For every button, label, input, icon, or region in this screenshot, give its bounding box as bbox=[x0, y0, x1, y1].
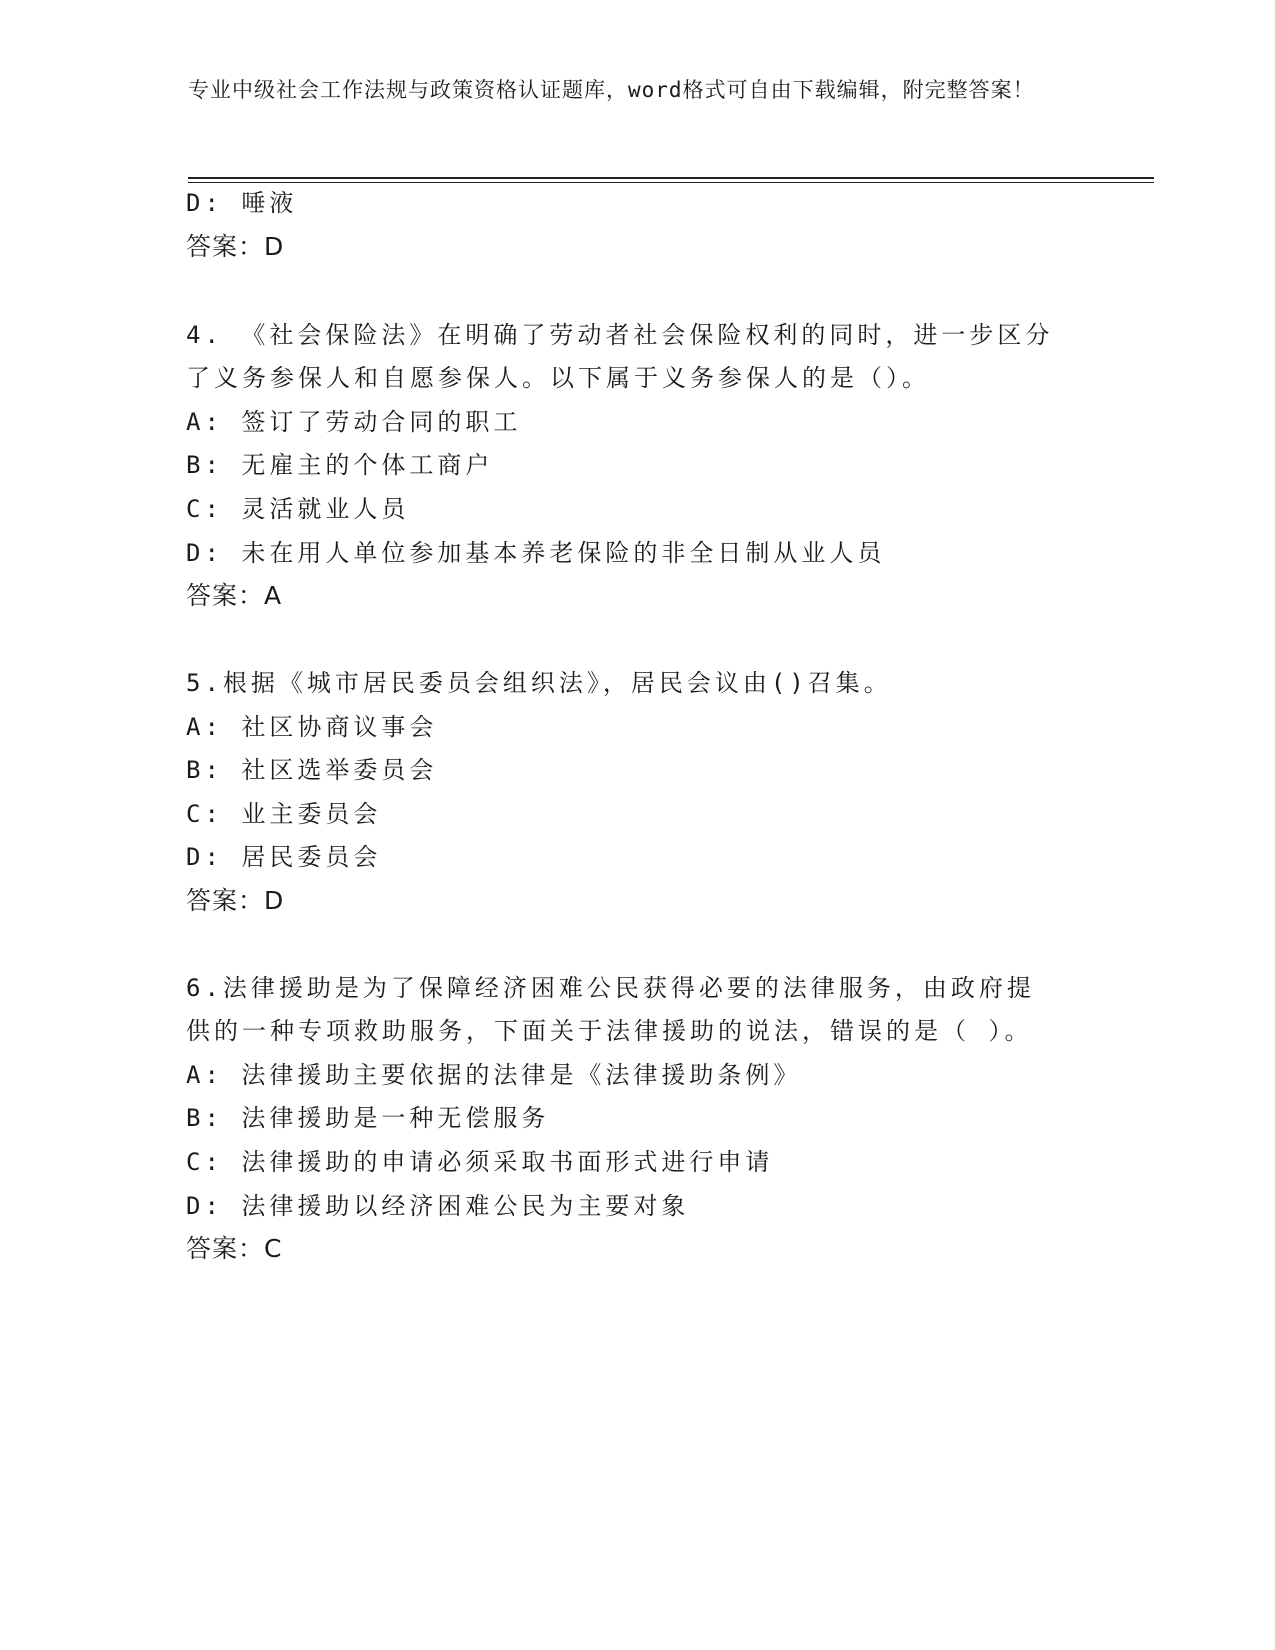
q6-option-c: C: 法律援助的申请必须采取书面形式进行申请 bbox=[186, 1148, 774, 1176]
q4-option-b: B: 无雇主的个体工商户 bbox=[186, 451, 494, 479]
q6-answer: 答案：C bbox=[186, 1234, 283, 1263]
prev-option-d: D: 唾液 bbox=[186, 189, 298, 217]
header-divider-thick bbox=[188, 177, 1154, 179]
q4-stem-line1: 4. 《社会保险法》在明确了劳动者社会保险权利的同时，进一步区分 bbox=[186, 321, 1054, 349]
q5-answer: 答案：D bbox=[186, 886, 285, 915]
q5-option-b: B: 社区选举委员会 bbox=[186, 756, 438, 784]
q6-stem-line1: 6.法律援助是为了保障经济困难公民获得必要的法律服务，由政府提 bbox=[186, 974, 1035, 1002]
q5-option-a: A: 社区协商议事会 bbox=[186, 713, 438, 741]
q5-option-c: C: 业主委员会 bbox=[186, 800, 382, 828]
q6-option-d: D: 法律援助以经济困难公民为主要对象 bbox=[186, 1192, 690, 1220]
prev-answer: 答案：D bbox=[186, 232, 285, 261]
q5-option-d: D: 居民委员会 bbox=[186, 843, 382, 871]
q4-option-d: D: 未在用人单位参加基本养老保险的非全日制从业人员 bbox=[186, 539, 886, 567]
q4-answer: 答案：A bbox=[186, 581, 283, 610]
document-header: 专业中级社会工作法规与政策资格认证题库，word格式可自由下载编辑，附完整答案！ bbox=[188, 78, 1035, 102]
q6-stem-line2: 供的一种专项救助服务，下面关于法律援助的说法，错误的是（ ）。 bbox=[186, 1017, 1033, 1045]
q5-stem-line1: 5.根据《城市居民委员会组织法》，居民会议由()召集。 bbox=[186, 669, 892, 697]
q4-stem-line2: 了义务参保人和自愿参保人。以下属于义务参保人的是（）。 bbox=[186, 364, 930, 392]
q6-option-a: A: 法律援助主要依据的法律是《法律援助条例》 bbox=[186, 1061, 802, 1089]
q4-option-a: A: 签订了劳动合同的职工 bbox=[186, 408, 522, 436]
q4-option-c: C: 灵活就业人员 bbox=[186, 495, 410, 523]
q6-option-b: B: 法律援助是一种无偿服务 bbox=[186, 1104, 550, 1132]
header-divider-thin bbox=[188, 182, 1154, 183]
